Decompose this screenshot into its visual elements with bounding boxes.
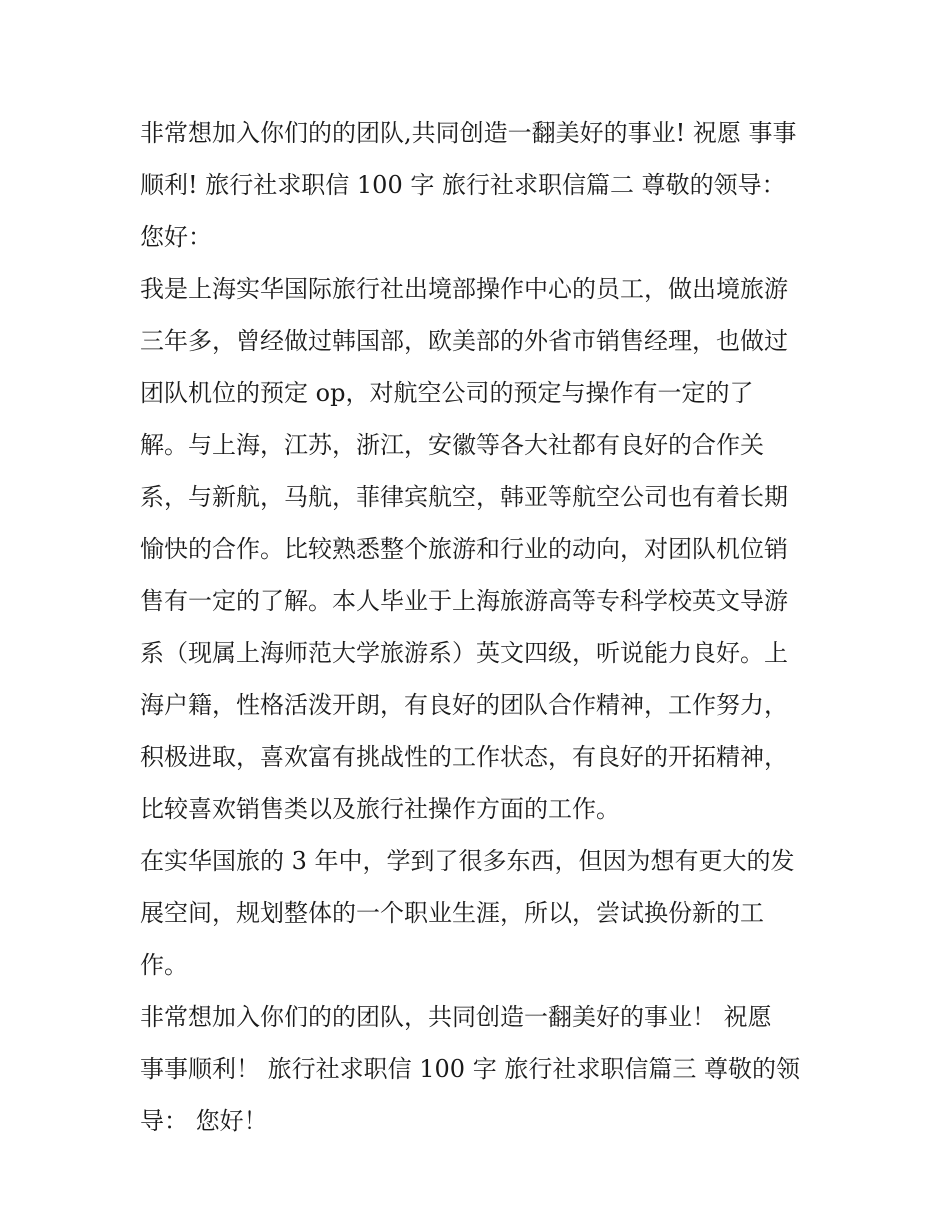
text-line: 解。与上海，江苏，浙江，安徽等各大社都有良好的合作关	[140, 431, 764, 459]
text-line: 我是上海实华国际旅行社出境部操作中心的员工，做出境旅游	[140, 275, 788, 303]
text-line: 海户籍，性格活泼开朗，有良好的团队合作精神，工作努力，	[140, 691, 788, 719]
text-line: 在实华国旅的 3 年中，学到了很多东西，但因为想有更大的发	[140, 847, 795, 875]
text-line: 展空间，规划整体的一个职业生涯，所以，尝试换份新的工	[140, 899, 764, 927]
text-line: 团队机位的预定 op，对航空公司的预定与操作有一定的了	[140, 379, 754, 407]
text-line: 顺利! 旅行社求职信 100 字 旅行社求职信篇二 尊敬的领导：	[140, 171, 786, 199]
text-line: 系，与新航，马航，菲律宾航空，韩亚等航空公司也有着长期	[140, 483, 788, 511]
text-line: 非常想加入你们的的团队，共同创造一翻美好的事业！ 祝愿	[140, 1003, 772, 1031]
text-line: 比较喜欢销售类以及旅行社操作方面的工作。	[140, 795, 620, 823]
text-line: 您好：	[140, 223, 212, 251]
text-line: 事事顺利！ 旅行社求职信 100 字 旅行社求职信篇三 尊敬的领	[140, 1055, 800, 1083]
document-body	[140, 107, 820, 1147]
text-line: 导： 您好！	[140, 1107, 268, 1135]
text-line: 三年多，曾经做过韩国部，欧美部的外省市销售经理，也做过	[140, 327, 788, 355]
text-line: 非常想加入你们的的团队,共同创造一翻美好的事业! 祝愿 事事	[140, 119, 797, 147]
text-line: 愉快的合作。比较熟悉整个旅游和行业的动向，对团队机位销	[140, 535, 788, 563]
text-line: 系（现属上海师范大学旅游系）英文四级，听说能力良好。上	[140, 639, 788, 667]
text-line: 作。	[140, 951, 188, 979]
text-line: 售有一定的了解。本人毕业于上海旅游高等专科学校英文导游	[140, 587, 788, 615]
text-line: 积极进取，喜欢富有挑战性的工作状态，有良好的开拓精神，	[140, 743, 788, 771]
